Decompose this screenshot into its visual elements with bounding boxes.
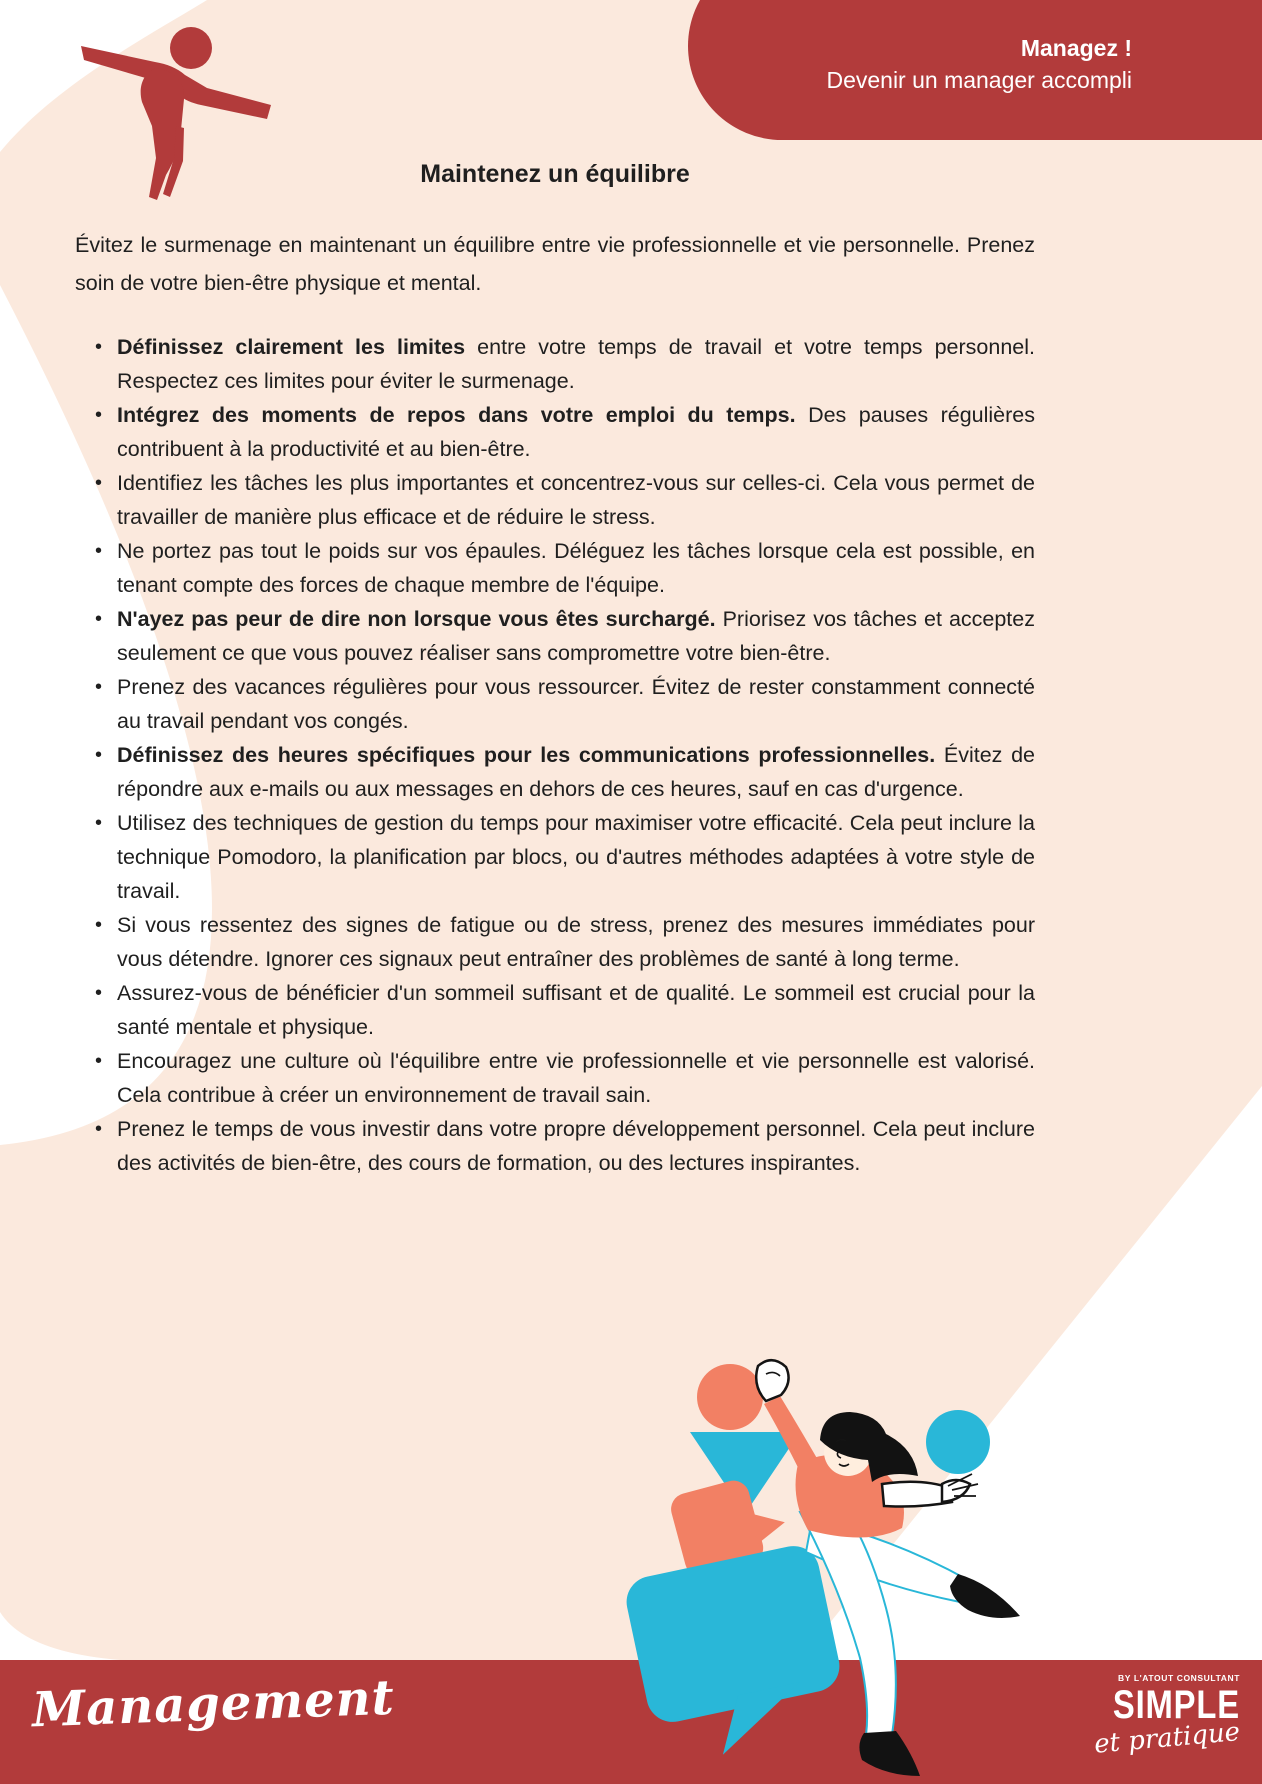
tip-text: Priorisez vos tâches et acceptez seulement ce que vous pouvez réaliser sans compromettre votre bien-être. <box>117 607 1035 665</box>
tip-bold-lead: Définissez clairement les limites <box>117 335 466 359</box>
tip-bold-lead: Définissez des heures spécifiques pour les communications professionnelles. <box>117 743 936 767</box>
tip-item <box>75 1044 1035 1112</box>
tip-item <box>75 908 1035 976</box>
tip-item <box>75 330 1035 398</box>
tip-text: Identifiez les tâches les plus importantes et concentrez-vous sur celles-ci. Cela vous permet de travailler de manière plus efficace et de réduire le stress. <box>117 471 1035 529</box>
tip-item <box>75 738 1035 806</box>
brand-tagline: et pratique <box>1093 1716 1242 1760</box>
tip-item <box>75 534 1035 602</box>
tip-text: Prenez le temps de vous investir dans votre propre développement personnel. Cela peut inclure des activités de bien-être, des cours de formation, ou des lectures inspirantes. <box>117 1117 1035 1175</box>
tip-item <box>75 1112 1035 1180</box>
tip-item <box>75 976 1035 1044</box>
tip-item <box>75 670 1035 738</box>
tip-bold-lead: N'ayez pas peur de dire non lorsque vous êtes surchargé. <box>117 607 716 631</box>
tip-text: Évitez de répondre aux e-mails ou aux messages en dehors de ces heures, sauf en cas d'urgence. <box>117 743 1035 801</box>
tip-text: Ne portez pas tout le poids sur vos épaules. Déléguez les tâches lorsque cela est possible, en tenant compte des forces de chaque membre de l'équipe. <box>117 539 1035 597</box>
program-title: Managez ! <box>1020 35 1132 61</box>
brand-name: SIMPLE <box>1112 1682 1240 1727</box>
header-banner <box>688 0 1262 140</box>
tip-text: Des pauses régulières contribuent à la productivité et au bien-être. <box>117 403 1035 461</box>
tip-text: Utilisez des techniques de gestion du temps pour maximiser votre efficacité. Cela peut inclure la technique Pomodoro, la planification par blocs, ou d'autres méthodes adaptées à votre style de travail. <box>117 811 1035 903</box>
program-subtitle: Devenir un manager accompli <box>826 67 1132 93</box>
brand-logo <box>1085 1673 1242 1760</box>
tip-item <box>75 602 1035 670</box>
tip-text: Si vous ressentez des signes de fatigue ou de stress, prenez des mesures immédiates pour vous détendre. Ignorer ces signaux peut entraîner des problèmes de santé à long terme. <box>117 913 1035 971</box>
tip-text: Assurez-vous de bénéficier d'un sommeil suffisant et de qualité. Le sommeil est crucial pour la santé mentale et physique. <box>117 981 1035 1039</box>
brand-byline: BY L'ATOUT CONSULTANT <box>1118 1673 1240 1683</box>
tip-item <box>75 806 1035 908</box>
intro-paragraph: Évitez le surmenage en maintenant un équilibre entre vie professionnelle et vie personnelle. Prenez soin de votre bien-être physique et mental. <box>75 233 1035 295</box>
page-title: Maintenez un équilibre <box>420 160 690 188</box>
tip-item <box>75 466 1035 534</box>
tip-text: Prenez des vacances régulières pour vous ressourcer. Évitez de rester constamment connecté au travail pendant vos congés. <box>117 675 1035 733</box>
tip-item <box>75 398 1035 466</box>
category-label: Management <box>31 1669 396 1739</box>
tip-bold-lead: Intégrez des moments de repos dans votre emploi du temps. <box>117 403 796 427</box>
tip-text: Encouragez une culture où l'équilibre entre vie professionnelle et vie personnelle est valorisé. Cela contribue à créer un environnement de travail sain. <box>117 1049 1035 1107</box>
balance-tips-list <box>75 330 1035 1180</box>
tip-text: entre votre temps de travail et votre temps personnel. Respectez ces limites pour éviter le surmenage. <box>117 335 1035 393</box>
footer-bar <box>0 1660 1262 1784</box>
